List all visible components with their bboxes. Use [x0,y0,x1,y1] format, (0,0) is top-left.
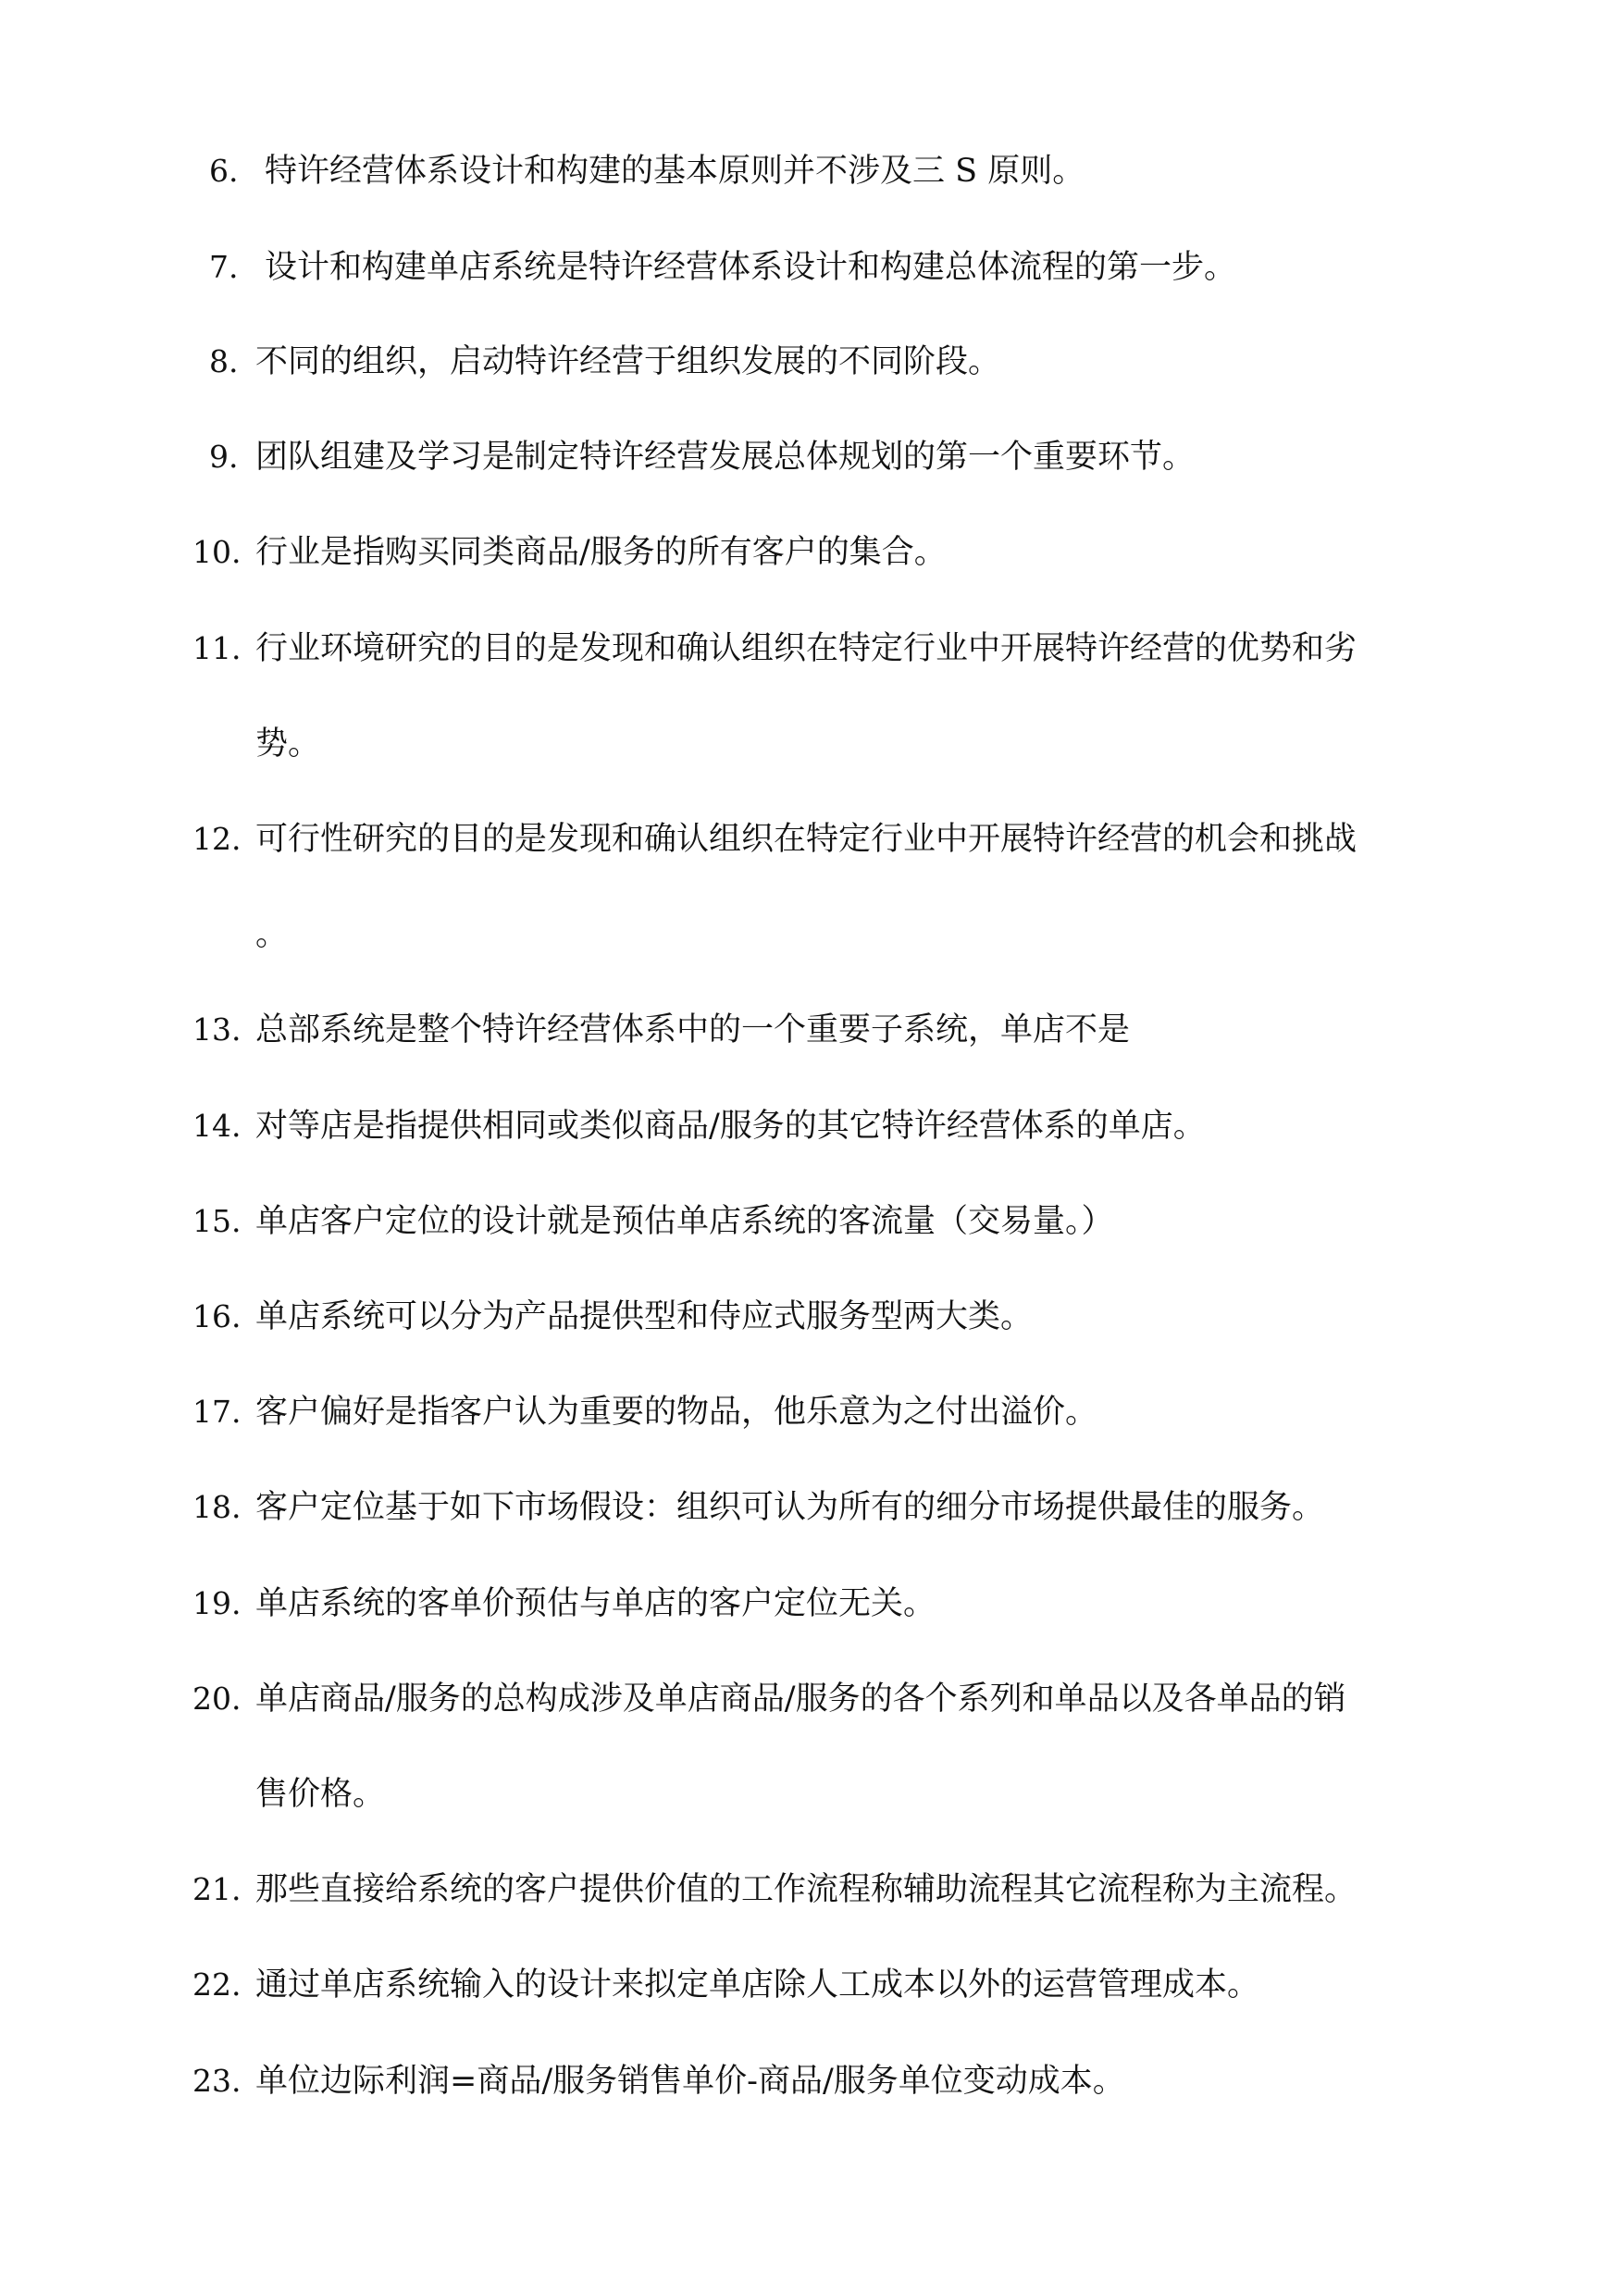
item-text-continuation: 势。 [255,726,321,763]
item-text: 总部系统是整个特许经营体系中的一个重要子系统，单店不是 [255,1011,1131,1048]
item-text-continuation: 售价格。 [255,1776,386,1813]
item-number: 6. [209,153,239,189]
item-text-continuation: 。 [255,916,289,953]
item-number: 10. [192,534,242,570]
item-number: 9. [209,439,239,475]
item-text: 单位边际利润=商品/服务销售单价-商品/服务单位变动成本。 [255,2063,1125,2100]
item-text: 单店系统可以分为产品提供型和侍应式服务型两大类。 [255,1298,1034,1335]
item-text: 特许经营体系设计和构建的基本原则并不涉及三 S 原则。 [265,153,1085,190]
item-number: 21. [192,1871,242,1907]
item-text: 客户定位基于如下市场假设：组织可认为所有的细分市场提供最佳的服务。 [255,1489,1325,1526]
item-number: 14. [192,1108,242,1144]
item-number: 15. [192,1203,242,1239]
item-number: 17. [192,1394,242,1430]
item-number: 16. [192,1298,242,1334]
item-text: 单店客户定位的设计就是预估单店系统的客流量（交易量。） [255,1203,1114,1240]
item-text: 团队组建及学习是制定特许经营发展总体规划的第一个重要环节。 [255,439,1196,476]
item-text: 设计和构建单店系统是特许经营体系设计和构建总体流程的第一步。 [265,249,1237,286]
item-text: 可行性研究的目的是发现和确认组织在特定行业中开展特许经营的机会和挑战 [255,821,1357,858]
item-text: 那些直接给系统的客户提供价值的工作流程称辅助流程其它流程称为主流程。 [255,1871,1357,1908]
item-text: 对等店是指提供相同或类似商品/服务的其它特许经营体系的单店。 [255,1108,1206,1145]
item-number: 20. [192,1681,242,1717]
item-number: 11. [192,630,242,666]
item-number: 22. [192,1966,242,2003]
item-number: 13. [192,1011,242,1048]
item-number: 23. [192,2063,242,2099]
item-text: 单店商品/服务的总构成涉及单店商品/服务的各个系列和单品以及各单品的销 [255,1681,1346,1718]
item-text: 行业是指购买同类商品/服务的所有客户的集合。 [255,534,947,571]
item-text: 行业环境研究的目的是发现和确认组织在特定行业中开展特许经营的优势和劣 [255,630,1357,667]
item-text: 单店系统的客单价预估与单店的客户定位无关。 [255,1585,936,1622]
item-text: 不同的组织，启动特许经营于组织发展的不同阶段。 [255,343,1001,380]
item-number: 8. [209,343,239,379]
item-number: 19. [192,1585,242,1621]
item-text: 通过单店系统输入的设计来拟定单店除人工成本以外的运营管理成本。 [255,1966,1260,2003]
item-number: 7. [209,249,239,285]
item-number: 18. [192,1489,242,1525]
item-text: 客户偏好是指客户认为重要的物品，他乐意为之付出溢价。 [255,1394,1098,1431]
item-number: 12. [192,821,242,857]
